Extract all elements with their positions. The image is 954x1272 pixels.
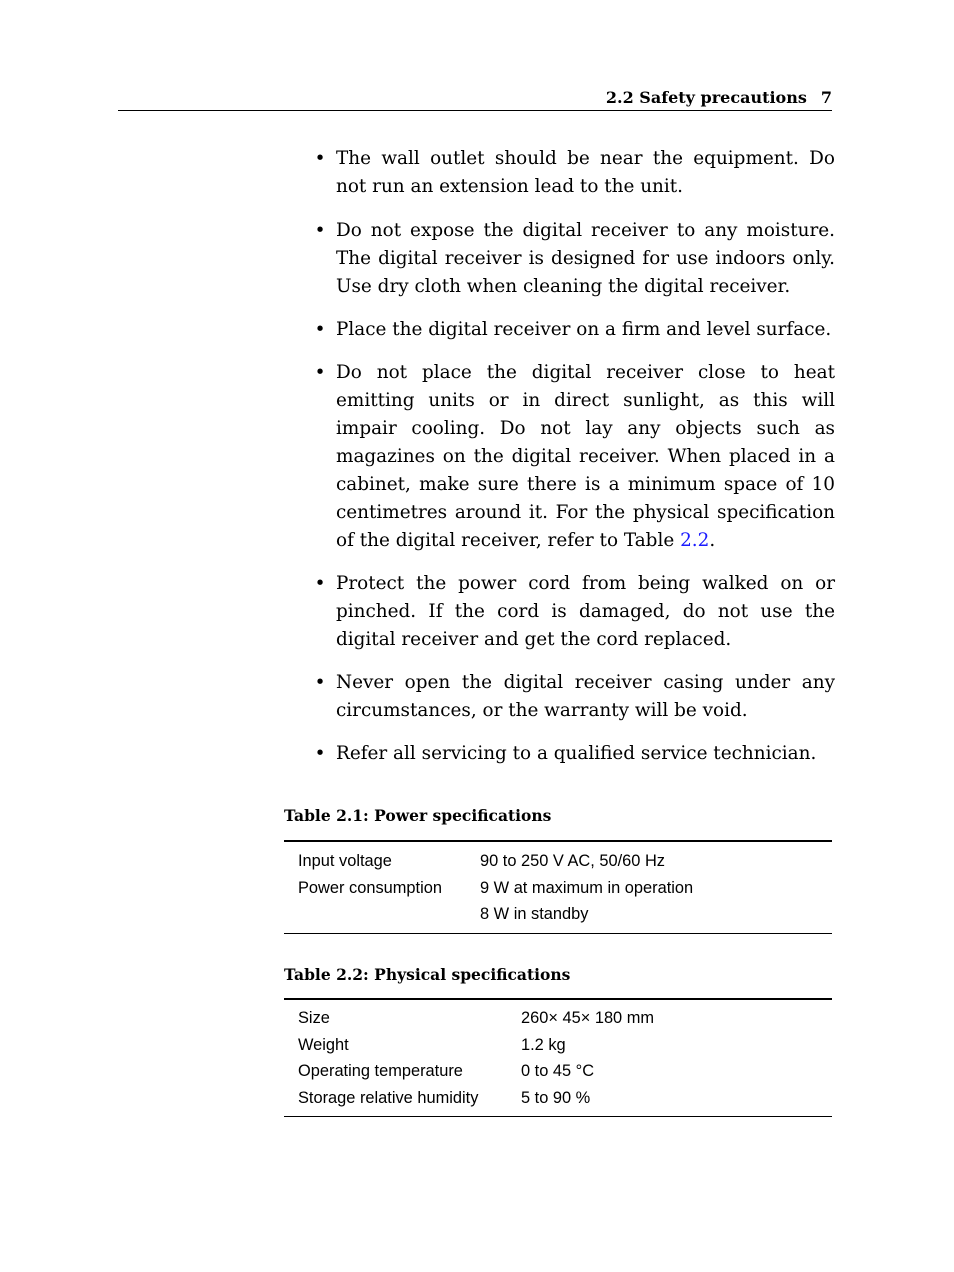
list-item — [313, 316, 835, 344]
spec-label: Power consumption — [298, 878, 442, 897]
bullet-text: Refer all servicing to a qualified service technician. — [336, 743, 817, 764]
bullet-text: The wall outlet should be near the equipment. Do not run an extension lead to the unit. — [336, 148, 835, 197]
spec-value: 90 to 250 V AC, 50/60 Hz — [480, 852, 665, 870]
bullet-icon: • — [314, 319, 326, 340]
table-row — [284, 875, 832, 902]
physical-spec-table — [284, 998, 832, 1117]
spec-value: 8 W in standby — [480, 905, 589, 923]
table-caption: Table 2.1: Power specifications — [284, 806, 552, 825]
list-item — [313, 570, 835, 654]
bullet-icon: • — [314, 362, 326, 383]
spec-value: 260× 45× 180 mm — [521, 1009, 655, 1027]
table-reference-link[interactable]: 2.2 — [680, 530, 710, 551]
spec-label: Storage relative humidity — [298, 1088, 479, 1107]
power-spec-table — [284, 840, 832, 934]
list-item — [313, 217, 835, 301]
table-caption: Table 2.2: Physical specifications — [284, 965, 571, 984]
bullet-icon: • — [314, 672, 326, 693]
table-row — [284, 848, 832, 875]
running-header — [118, 86, 832, 111]
bullet-icon: • — [314, 148, 326, 169]
spec-value: 5 to 90 % — [521, 1088, 591, 1107]
page-number: 7 — [820, 88, 832, 107]
bullet-text: Never open the digital receiver casing under any circumstances, or the warranty will be void. — [336, 672, 835, 721]
bullet-text: Protect the power cord from being walked on or pinched. If the cord is damaged, do not use the digital receiver and get the cord replaced. — [336, 573, 835, 650]
bullet-icon: • — [314, 220, 326, 241]
list-item — [313, 669, 835, 725]
spec-label: Input voltage — [298, 852, 392, 870]
table-row — [284, 1005, 832, 1032]
table-row — [284, 1085, 832, 1112]
spec-value: 1.2 kg — [521, 1035, 566, 1054]
bullet-text: Do not place the digital receiver close to heat emitting units or in direct sunlight, as this will impair cooling. Do not lay any objects such as magazines on the digital receiver. When placed in a cabinet, make sure there is a minimum space of 10 centimetres around it. For the physical specification of the digital receiver, refer to Table — [336, 362, 835, 551]
bullet-text: Do not expose the digital receiver to any moisture. The digital receiver is designed for use indoors only. Use dry cloth when cleaning the digital receiver. — [336, 220, 835, 297]
list-item — [313, 740, 835, 768]
safety-bullet-list — [313, 145, 835, 783]
table-row — [284, 1032, 832, 1059]
table-row — [284, 1058, 832, 1085]
bullet-icon: • — [314, 743, 326, 764]
spec-label: Weight — [298, 1035, 349, 1054]
spec-label: Operating temperature — [298, 1062, 463, 1080]
bullet-text-end: . — [709, 530, 716, 551]
header-section-title: 2.2 Safety precautions — [605, 88, 807, 107]
bullet-text: Place the digital receiver on a firm and level surface. — [336, 319, 832, 340]
spec-label: Size — [298, 1009, 330, 1027]
spec-value: 0 to 45 °C — [521, 1062, 595, 1080]
list-item — [313, 145, 835, 201]
bullet-icon: • — [314, 573, 326, 594]
table-row — [284, 901, 832, 928]
list-item — [313, 359, 835, 555]
spec-value: 9 W at maximum in operation — [480, 878, 694, 897]
